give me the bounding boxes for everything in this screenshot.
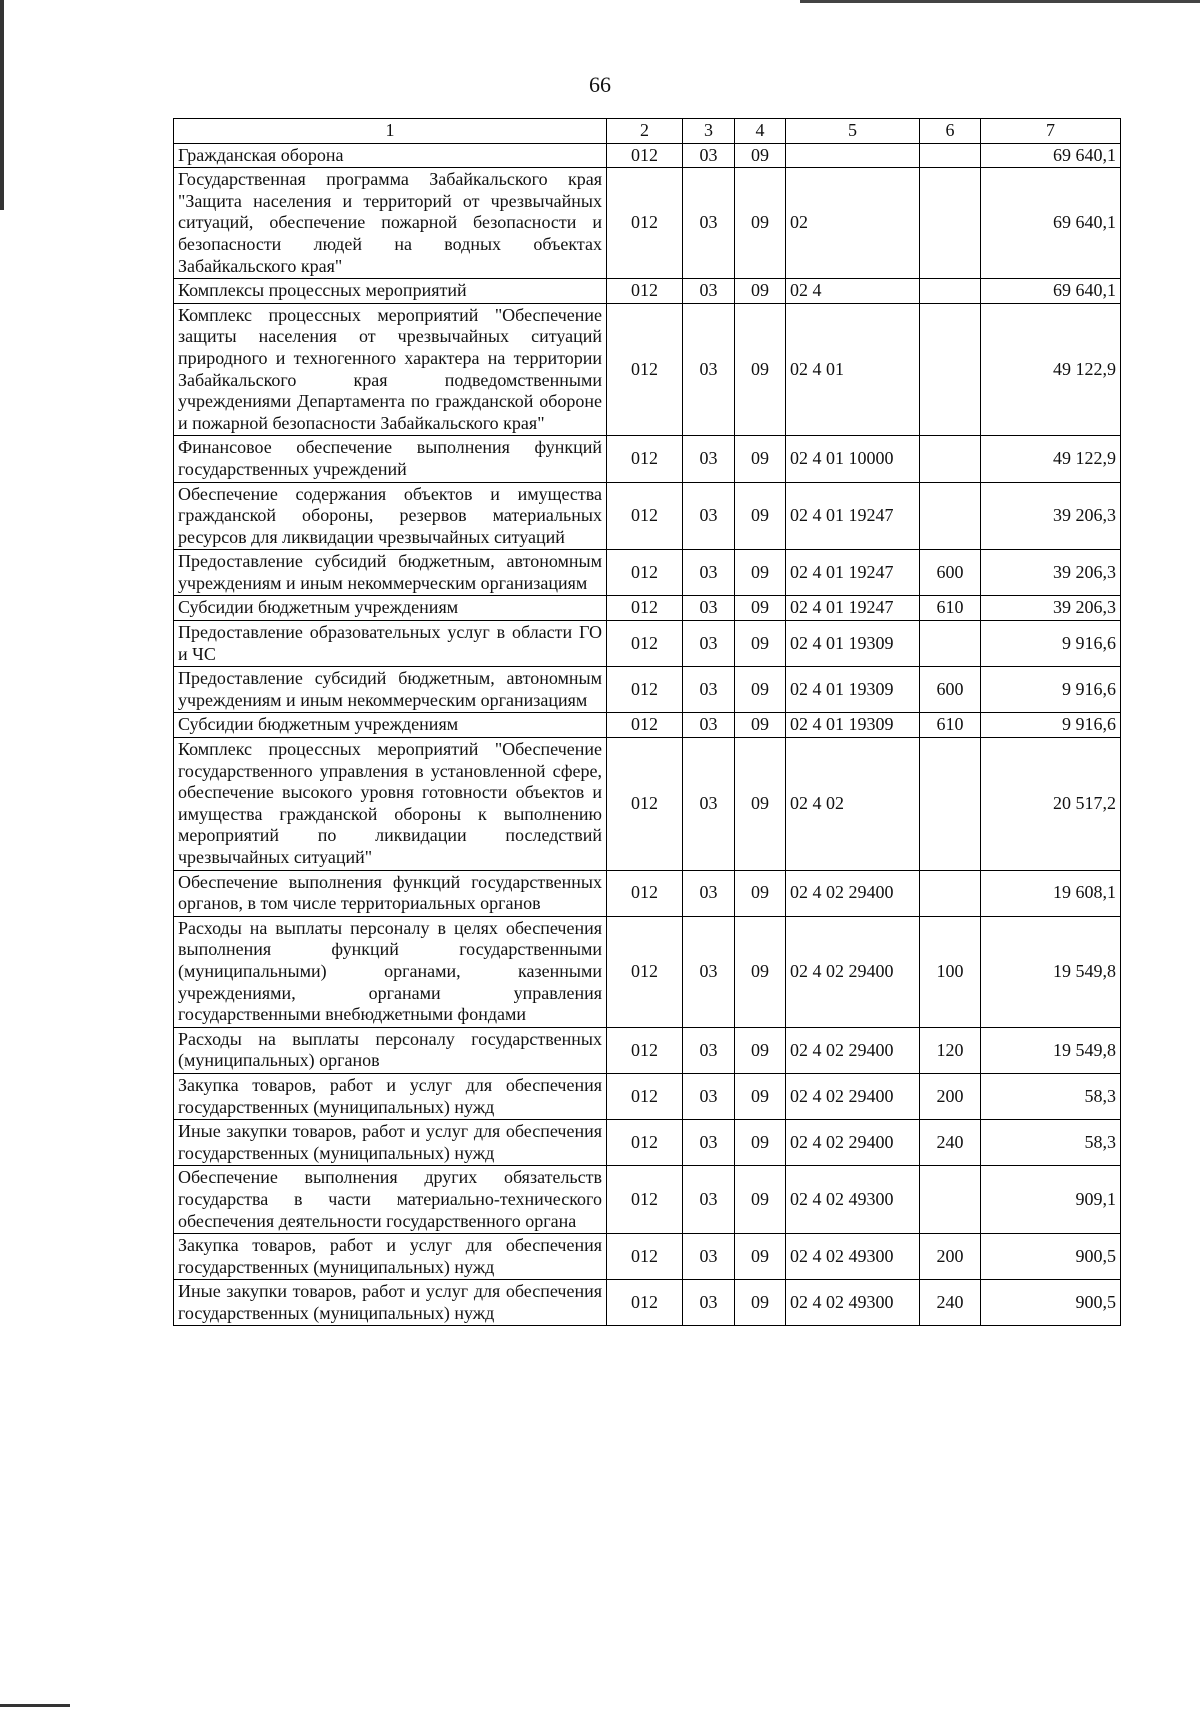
cell-ministry-code: 012 [607, 1120, 683, 1166]
table-row [174, 436, 1121, 482]
scan-edge-bottom [0, 1704, 70, 1707]
cell-expense-type [920, 436, 981, 482]
cell-expense-type: 600 [920, 550, 981, 596]
table-row [174, 1120, 1121, 1166]
table-row [174, 1280, 1121, 1326]
cell-target-article: 02 4 02 29400 [786, 1120, 920, 1166]
cell-section: 03 [683, 1120, 735, 1166]
row-name: Финансовое обеспечение выполнения функций государственных учреждений [174, 436, 607, 482]
table-row [174, 1234, 1121, 1280]
row-name: Иные закупки товаров, работ и услуг для обеспечения государственных (муниципальных) нужд [174, 1280, 607, 1326]
cell-section: 03 [683, 436, 735, 482]
cell-section: 03 [683, 1280, 735, 1326]
cell-expense-type: 600 [920, 667, 981, 713]
cell-target-article: 02 4 01 10000 [786, 436, 920, 482]
cell-amount: 39 206,3 [981, 596, 1121, 621]
cell-target-article: 02 4 01 19309 [786, 621, 920, 667]
cell-target-article: 02 4 02 29400 [786, 916, 920, 1027]
cell-subsection: 09 [735, 1073, 786, 1119]
cell-section: 03 [683, 550, 735, 596]
cell-expense-type [920, 303, 981, 436]
cell-subsection: 09 [735, 1120, 786, 1166]
cell-amount: 909,1 [981, 1166, 1121, 1234]
cell-amount: 69 640,1 [981, 279, 1121, 304]
row-name: Предоставление субсидий бюджетным, автономным учреждениям и иным некоммерческим организациям [174, 550, 607, 596]
cell-ministry-code: 012 [607, 279, 683, 304]
column-header-1: 1 [174, 119, 607, 144]
row-name: Комплекс процессных мероприятий "Обеспечение защиты населения от чрезвычайных ситуаций природного и техногенного характера на территории Забайкальского края подведомственными учреждениями Департамента по гражданской обороне и пожарной безопасности Забайкальского края" [174, 303, 607, 436]
table-row [174, 143, 1121, 168]
cell-expense-type: 200 [920, 1073, 981, 1119]
cell-expense-type [920, 1166, 981, 1234]
cell-expense-type [920, 738, 981, 871]
cell-amount: 900,5 [981, 1280, 1121, 1326]
row-name: Расходы на выплаты персоналу в целях обеспечения выполнения функций государственными (муниципальными) органами, казенными учреждениями, органами управления государственными внебюджетными фондами [174, 916, 607, 1027]
cell-section: 03 [683, 667, 735, 713]
cell-expense-type: 240 [920, 1120, 981, 1166]
cell-target-article: 02 4 02 29400 [786, 870, 920, 916]
cell-ministry-code: 012 [607, 436, 683, 482]
table-row [174, 550, 1121, 596]
cell-amount: 9 916,6 [981, 713, 1121, 738]
cell-target-article: 02 4 02 29400 [786, 1027, 920, 1073]
cell-subsection: 09 [735, 1027, 786, 1073]
cell-subsection: 09 [735, 436, 786, 482]
cell-ministry-code: 012 [607, 738, 683, 871]
cell-expense-type [920, 279, 981, 304]
row-name: Субсидии бюджетным учреждениям [174, 596, 607, 621]
cell-subsection: 09 [735, 916, 786, 1027]
cell-amount: 9 916,6 [981, 621, 1121, 667]
cell-section: 03 [683, 738, 735, 871]
cell-amount: 49 122,9 [981, 436, 1121, 482]
table-row [174, 482, 1121, 550]
cell-expense-type: 610 [920, 596, 981, 621]
cell-ministry-code: 012 [607, 143, 683, 168]
cell-target-article: 02 4 [786, 279, 920, 304]
table-row [174, 870, 1121, 916]
cell-target-article: 02 4 02 49300 [786, 1234, 920, 1280]
cell-subsection: 09 [735, 596, 786, 621]
row-name: Иные закупки товаров, работ и услуг для обеспечения государственных (муниципальных) нужд [174, 1120, 607, 1166]
cell-target-article: 02 4 01 19247 [786, 482, 920, 550]
table-body [174, 143, 1121, 1326]
cell-expense-type [920, 482, 981, 550]
table-row [174, 1166, 1121, 1234]
cell-subsection: 09 [735, 738, 786, 871]
row-name: Предоставление образовательных услуг в области ГО и ЧС [174, 621, 607, 667]
cell-amount: 69 640,1 [981, 168, 1121, 279]
cell-subsection: 09 [735, 168, 786, 279]
row-name: Обеспечение выполнения функций государственных органов, в том числе территориальных органов [174, 870, 607, 916]
cell-subsection: 09 [735, 1166, 786, 1234]
cell-target-article [786, 143, 920, 168]
cell-target-article: 02 4 01 19309 [786, 713, 920, 738]
table-row [174, 596, 1121, 621]
cell-amount: 58,3 [981, 1073, 1121, 1119]
cell-ministry-code: 012 [607, 667, 683, 713]
cell-expense-type [920, 143, 981, 168]
cell-amount: 49 122,9 [981, 303, 1121, 436]
cell-subsection: 09 [735, 303, 786, 436]
cell-amount: 900,5 [981, 1234, 1121, 1280]
header-row [174, 119, 1121, 144]
cell-amount: 58,3 [981, 1120, 1121, 1166]
row-name: Закупка товаров, работ и услуг для обеспечения государственных (муниципальных) нужд [174, 1234, 607, 1280]
cell-section: 03 [683, 1166, 735, 1234]
cell-target-article: 02 4 02 49300 [786, 1280, 920, 1326]
table-row [174, 168, 1121, 279]
cell-section: 03 [683, 916, 735, 1027]
cell-expense-type: 610 [920, 713, 981, 738]
cell-target-article: 02 4 01 19309 [786, 667, 920, 713]
cell-subsection: 09 [735, 1234, 786, 1280]
row-name: Комплекс процессных мероприятий "Обеспечение государственного управления в установленной сфере, обеспечение высокого уровня готовности объектов и имущества гражданской обороны к выполнению мероприятий по ликвидации последствий чрезвычайных ситуаций" [174, 738, 607, 871]
cell-subsection: 09 [735, 279, 786, 304]
cell-target-article: 02 4 01 19247 [786, 550, 920, 596]
cell-section: 03 [683, 482, 735, 550]
row-name: Закупка товаров, работ и услуг для обеспечения государственных (муниципальных) нужд [174, 1073, 607, 1119]
cell-section: 03 [683, 143, 735, 168]
cell-ministry-code: 012 [607, 621, 683, 667]
cell-target-article: 02 4 01 [786, 303, 920, 436]
cell-expense-type [920, 621, 981, 667]
cell-section: 03 [683, 1234, 735, 1280]
cell-ministry-code: 012 [607, 1027, 683, 1073]
cell-subsection: 09 [735, 1280, 786, 1326]
cell-expense-type: 100 [920, 916, 981, 1027]
cell-expense-type [920, 870, 981, 916]
table-row [174, 303, 1121, 436]
table-row [174, 667, 1121, 713]
cell-amount: 9 916,6 [981, 667, 1121, 713]
cell-amount: 39 206,3 [981, 550, 1121, 596]
cell-target-article: 02 4 02 49300 [786, 1166, 920, 1234]
table-header [174, 119, 1121, 144]
cell-subsection: 09 [735, 482, 786, 550]
cell-target-article: 02 4 02 [786, 738, 920, 871]
cell-subsection: 09 [735, 667, 786, 713]
cell-ministry-code: 012 [607, 713, 683, 738]
cell-target-article: 02 4 02 29400 [786, 1073, 920, 1119]
table-row [174, 1027, 1121, 1073]
cell-target-article: 02 4 01 19247 [786, 596, 920, 621]
table-row [174, 279, 1121, 304]
cell-amount: 19 549,8 [981, 1027, 1121, 1073]
cell-ministry-code: 012 [607, 482, 683, 550]
cell-ministry-code: 012 [607, 1073, 683, 1119]
scan-edge-left [0, 0, 4, 210]
scan-edge-top [800, 0, 1200, 3]
cell-ministry-code: 012 [607, 1166, 683, 1234]
cell-amount: 39 206,3 [981, 482, 1121, 550]
page-number: 66 [589, 72, 611, 97]
cell-section: 03 [683, 713, 735, 738]
cell-subsection: 09 [735, 870, 786, 916]
cell-amount: 20 517,2 [981, 738, 1121, 871]
row-name: Предоставление субсидий бюджетным, автономным учреждениям и иным некоммерческим организациям [174, 667, 607, 713]
cell-ministry-code: 012 [607, 1280, 683, 1326]
row-name: Комплексы процессных мероприятий [174, 279, 607, 304]
table-row [174, 1073, 1121, 1119]
column-header-4: 4 [735, 119, 786, 144]
table-row [174, 713, 1121, 738]
table-row [174, 621, 1121, 667]
cell-amount: 19 549,8 [981, 916, 1121, 1027]
table-row [174, 916, 1121, 1027]
cell-section: 03 [683, 870, 735, 916]
cell-section: 03 [683, 596, 735, 621]
cell-subsection: 09 [735, 713, 786, 738]
column-header-7: 7 [981, 119, 1121, 144]
column-header-6: 6 [920, 119, 981, 144]
row-name: Государственная программа Забайкальского края "Защита населения и территорий от чрезвычайных ситуаций, обеспечение пожарной безопасности и безопасности людей на водных объектах Забайкальского края" [174, 168, 607, 279]
cell-ministry-code: 012 [607, 550, 683, 596]
cell-section: 03 [683, 621, 735, 667]
cell-ministry-code: 012 [607, 870, 683, 916]
budget-table [173, 118, 1121, 1326]
cell-expense-type: 240 [920, 1280, 981, 1326]
column-header-3: 3 [683, 119, 735, 144]
cell-amount: 19 608,1 [981, 870, 1121, 916]
row-name: Гражданская оборона [174, 143, 607, 168]
cell-section: 03 [683, 1073, 735, 1119]
row-name: Расходы на выплаты персоналу государственных (муниципальных) органов [174, 1027, 607, 1073]
cell-expense-type [920, 168, 981, 279]
table-row [174, 738, 1121, 871]
column-header-2: 2 [607, 119, 683, 144]
cell-subsection: 09 [735, 621, 786, 667]
cell-ministry-code: 012 [607, 916, 683, 1027]
cell-amount: 69 640,1 [981, 143, 1121, 168]
row-name: Субсидии бюджетным учреждениям [174, 713, 607, 738]
cell-section: 03 [683, 1027, 735, 1073]
cell-expense-type: 200 [920, 1234, 981, 1280]
cell-section: 03 [683, 303, 735, 436]
cell-section: 03 [683, 168, 735, 279]
row-name: Обеспечение выполнения других обязательств государства в части материально-технического обеспечения деятельности государственного органа [174, 1166, 607, 1234]
cell-subsection: 09 [735, 143, 786, 168]
cell-expense-type: 120 [920, 1027, 981, 1073]
cell-ministry-code: 012 [607, 596, 683, 621]
column-header-5: 5 [786, 119, 920, 144]
cell-ministry-code: 012 [607, 168, 683, 279]
cell-section: 03 [683, 279, 735, 304]
cell-ministry-code: 012 [607, 1234, 683, 1280]
cell-ministry-code: 012 [607, 303, 683, 436]
row-name: Обеспечение содержания объектов и имущества гражданской обороны, резервов материальных ресурсов для ликвидации чрезвычайных ситуаций [174, 482, 607, 550]
cell-target-article: 02 [786, 168, 920, 279]
cell-subsection: 09 [735, 550, 786, 596]
